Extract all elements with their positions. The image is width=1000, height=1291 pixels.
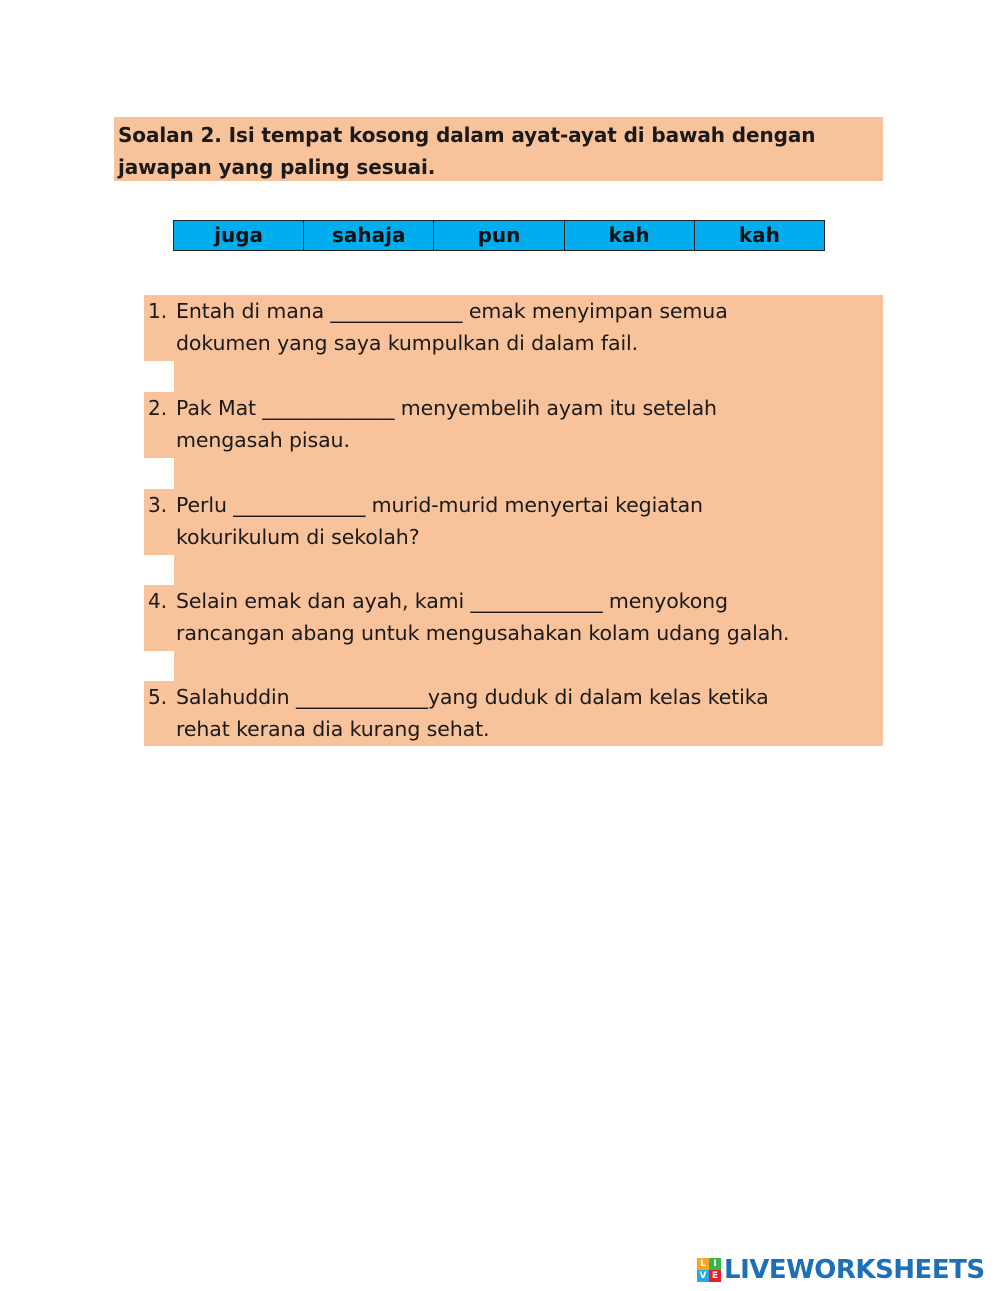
word-bank-cell: pun [434,221,564,251]
question-number: 3. [148,493,168,517]
instruction-line-1: Soalan 2. Isi tempat kosong dalam ayat-ayat di bawah dengan [118,123,816,147]
question-item-4 [144,585,883,651]
spacer-block [174,458,883,489]
question-line: rehat kerana dia kurang sehat. [176,717,490,741]
question-item-5 [144,681,883,746]
logo-letter: V [697,1270,709,1282]
question-text [176,585,881,649]
question-line: Entah di mana _____________ emak menyimpan semua [176,299,728,323]
question-item-1 [144,295,883,361]
spacer-block [174,651,883,682]
question-line: Salahuddin _____________yang duduk di dalam kelas ketika [176,685,769,709]
instruction-line-2: jawapan yang paling sesuai. [118,155,436,179]
question-line: kokurikulum di sekolah? [176,525,420,549]
question-number: 5. [148,685,168,709]
word-bank-cell: kah [694,221,824,251]
question-number: 4. [148,589,168,613]
question-list [144,295,883,746]
spacer-block [174,361,883,392]
question-text [176,295,881,359]
question-text [176,681,881,745]
question-line: Pak Mat _____________ menyembelih ayam itu setelah [176,396,717,420]
question-line: Selain emak dan ayah, kami _____________ menyokong [176,589,728,613]
logo-text: LIVEWORKSHEETS [724,1255,985,1285]
question-text [176,489,881,553]
question-line: dokumen yang saya kumpulkan di dalam fail. [176,331,639,355]
question-item-3 [144,489,883,555]
logo-letter: L [697,1258,709,1270]
question-line: mengasah pisau. [176,428,350,452]
logo-letter: I [709,1258,721,1270]
logo-letter: E [709,1270,721,1282]
word-bank-cell: sahaja [304,221,434,251]
word-bank-table [173,220,825,251]
word-bank-cell: kah [564,221,694,251]
liveworksheets-logo [697,1255,985,1285]
question-line: Perlu _____________ murid-murid menyertai kegiatan [176,493,703,517]
spacer-block [174,555,883,586]
question-text [176,392,881,456]
instruction-heading [114,117,883,181]
question-line: rancangan abang untuk mengusahakan kolam udang galah. [176,621,790,645]
question-number: 2. [148,396,168,420]
word-bank-cell: juga [174,221,304,251]
word-bank-row [174,221,825,251]
question-item-2 [144,392,883,458]
question-number: 1. [148,299,168,323]
logo-mark-icon [697,1258,721,1282]
